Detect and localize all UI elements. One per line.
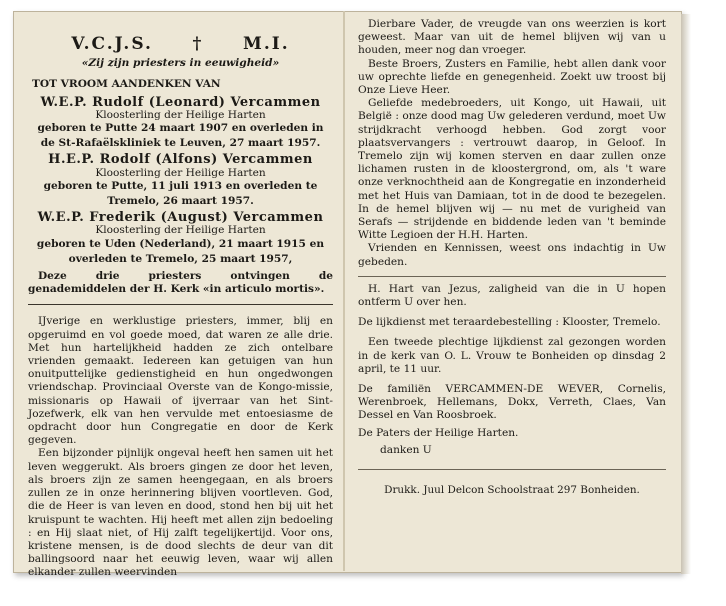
cross-icon: † — [192, 34, 204, 54]
prayer: H. Hart van Jezus, zaligheid van die in U hopen ontferm U over hen. — [358, 282, 666, 309]
person-bio-line: Tremelo, 26 maart 1957. — [107, 195, 254, 208]
person-order: Kloosterling der Heilige Harten — [95, 108, 266, 121]
person-order: Kloosterling der Heilige Harten — [95, 166, 266, 179]
heading-left: V.C.J.S. — [71, 34, 153, 54]
funeral-service: De lijkdienst met teraardebestelling : Klooster, Tremelo. — [358, 316, 661, 329]
person-bio-line: geboren te Putte 24 maart 1907 en overleden in — [37, 122, 324, 135]
sacrament-text: Deze drie priesters ontvingen de genademiddelen der H. Kerk «in articulo mortis». — [28, 270, 333, 296]
person-3 — [28, 211, 333, 266]
heading — [28, 34, 333, 54]
motto: «Zij zijn priesters in eeuwigheid» — [81, 57, 280, 70]
person-2 — [28, 153, 333, 208]
printer-credit: Drukk. Juul Delcon Schoolstraat 297 Bonheiden. — [384, 484, 640, 497]
card-shadow — [681, 14, 691, 574]
divider — [28, 304, 333, 305]
person-bio-line: geboren te Uden (Nederland), 21 maart 1915 en — [36, 237, 325, 250]
tribute-paragraph-2: Een bijzonder pijnlijk ongeval heeft hen samen uit het leven weggerukt. Als broers gingen ze door het leven, als broers zijn ze samen heengegaan, en als broers zullen ze in onze herinnering blijven voortleven. God, die de Heer is van leven en dood, stond hen bij uit het kruispunt te wachten. Hij heeft met allen zijn bedoeling : en Hij slaat niet, of Hij zalft tegelijkertijd. Voor ons, kristene mensen, is de dood slechts de deur van dit ballingsoord naar het eeuwig leven, waar wij allen elkander zullen weervinden — [28, 447, 333, 579]
family-list: De familiën VERCAMMEN-DE WEVER, Cornelis, Werenbroek, Hellemans, Dokx, Verreth, Claes, Van Dessel en Van Roosbroek. — [358, 383, 666, 422]
fathers-line: De Paters der Heilige Harten. — [358, 426, 519, 439]
intro: TOT VROOM AANDENKEN VAN — [32, 78, 221, 91]
second-service: Een tweede plechtige lijkdienst zal gezongen worden in de kerk van O. L. Vrouw te Bonheiden op dinsdag 2 april, te 11 uur. — [358, 336, 666, 375]
person-bio-line: overleden te Tremelo, 25 maart 1957, — [68, 252, 293, 265]
message-friends: Vrienden en Kennissen, weest ons indachtig in Uw gebeden. — [358, 242, 666, 268]
tribute-paragraph-1: IJverige en werklustige priesters, immer, blij en opgeruimd en vol goede moed, dat waren ze alle drie. Met hun hartelijkheid hadden ze zich ontelbare vrienden gemaakt. Iedereen kan getuigen van hun onuitputtelijke gedienstigheid en hun ongedwongen vriendschap. Provinciaal Overste van de Kongo-missie, missionaris op Hawaii of ijverraar van het Sint-Jozefwerk, elk van hen vervulde met entoesiasme de opdracht door hun Congregatie en door de Kerk gegeven. — [28, 315, 333, 447]
person-bio-line: geboren te Putte, 11 juli 1913 en overleden te — [43, 179, 318, 192]
message-confreres: Geliefde medebroeders, uit Kongo, uit Hawaii, uit België : onze dood mag Uw gelederen verdund, moet Uw strijdkracht verhoogd hebben. God zorgt voor plaatsvervangers : vertrouwt daarop, in Geloof. In Tremelo zijn wij komen sterven en daar zullen onze lichamen rusten in de kloostergrond, om, als 't ware onze verknochtheid aan de Kongregatie en inzonderheid met het Huis van Damiaan, tot in de dood te bezegelen. In de hemel blijven wij — nu met de vurigheid van Serafs — strijdende en biddende leden van 't beminde Witte Legioen der H.H. Harten. — [358, 97, 666, 242]
person-order: Kloosterling der Heilige Harten — [95, 224, 266, 237]
message-family: Beste Broers, Zusters en Familie, hebt allen dank voor uw oprechte liefde en genegenheid. Zoekt uw troost bij Onze Lieve Heer. — [358, 57, 666, 97]
person-1 — [28, 96, 333, 151]
person-name: W.E.P. Rudolf (Leonard) Vercammen — [40, 94, 321, 110]
person-name: H.E.P. Rodolf (Alfons) Vercammen — [48, 152, 313, 168]
left-panel — [28, 18, 333, 580]
message-father: Dierbare Vader, de vreugde van ons weerzien is kort geweest. Maar van uit de hemel blijven wij van u houden, meer nog dan vroeger. — [358, 18, 666, 57]
center-fold — [343, 11, 345, 571]
thanks-line: danken U — [380, 443, 432, 456]
heading-right: M.I. — [243, 34, 290, 54]
divider — [358, 469, 666, 470]
person-name: W.E.P. Frederik (August) Vercammen — [37, 210, 324, 226]
divider — [358, 276, 666, 277]
person-bio-line: de St-Rafaëlskliniek te Leuven, 27 maart 1957. — [40, 137, 321, 150]
right-panel — [358, 18, 666, 497]
